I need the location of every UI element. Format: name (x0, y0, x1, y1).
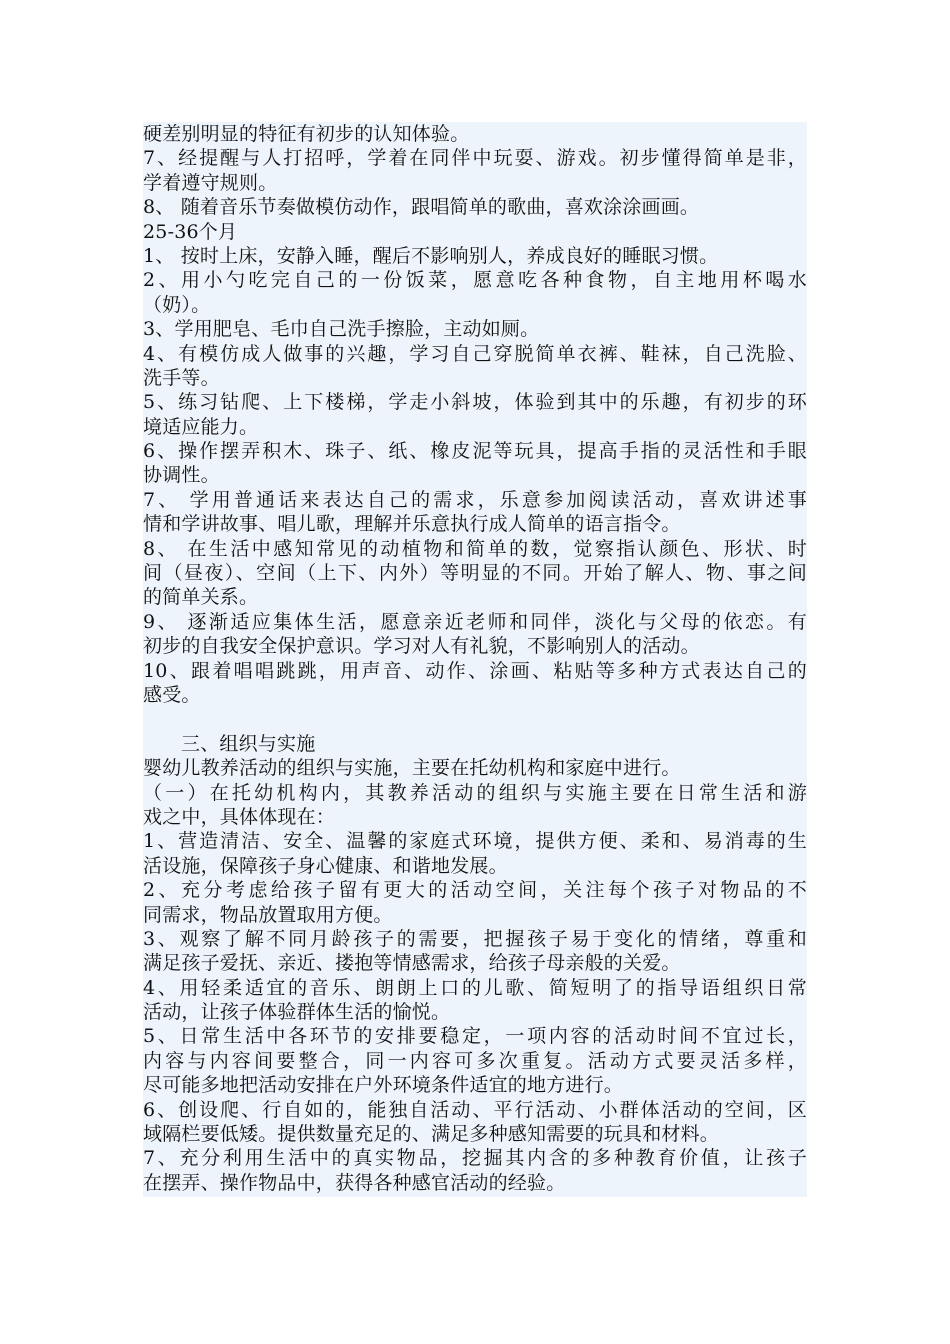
text-line: 在摆弄、操作物品中，获得各种感官活动的经验。 (143, 1171, 566, 1194)
text-line: 学着遵守规则。 (143, 171, 278, 194)
text-line: 境适应能力。 (143, 415, 259, 438)
text-line: 6、操作摆弄积木、珠子、纸、橡皮泥等玩具，提高手指的灵活性和手眼 (143, 440, 807, 463)
text-line: 活动，让孩子体验群体生活的愉悦。 (143, 1001, 451, 1024)
text-line: 9、 逐渐适应集体生活，愿意亲近老师和同伴，淡化与父母的依恋。有 (143, 610, 807, 633)
text-line: 协调性。 (143, 464, 220, 487)
text-line: （奶）。 (143, 293, 211, 316)
text-line: 8、 随着音乐节奏做模仿动作，跟唱简单的歌曲，喜欢涂涂画画。 (143, 196, 700, 219)
text-line: 10、跟着唱唱跳跳，用声音、动作、涂画、粘贴等多种方式表达自己的 (143, 659, 807, 682)
text-line: 活设施，保障孩子身心健康、和谐地发展。 (143, 854, 508, 877)
text-line: 间（昼夜）、空间（上下、内外）等明显的不同。开始了解人、物、事之间 (143, 562, 807, 585)
text-line: 尽可能多地把活动安排在户外环境条件适宜的地方进行。 (143, 1074, 624, 1097)
text-line: （一）在托幼机构内，其教养活动的组织与实施主要在日常生活和游 (143, 781, 807, 804)
text-line: 域隔栏要低矮。提供数量充足的、满足多种感知需要的玩具和材料。 (143, 1123, 720, 1146)
text-line: 内容与内容间要整合，同一内容可多次重复。活动方式要灵活多样， (143, 1049, 807, 1072)
text-line: 5、日常生活中各环节的安排要稳定，一项内容的活动时间不宜过长， (143, 1025, 807, 1048)
text-line: 1、营造清洁、安全、温馨的家庭式环境，提供方便、柔和、易消毒的生 (143, 830, 807, 853)
text-line: 情和学讲故事、唱儿歌，理解并乐意执行成人简单的语言指令。 (143, 513, 681, 536)
text-line: 4、有模仿成人做事的兴趣，学习自己穿脱简单衣裤、鞋袜，自己洗脸、 (143, 342, 807, 365)
text-line: 2、用小勺吃完自己的一份饭菜，愿意吃各种食物，自主地用杯喝水 (143, 269, 807, 292)
text-line: 3、观察了解不同月龄孩子的需要，把握孩子易于变化的情绪，尊重和 (143, 927, 807, 950)
text-line: 8、 在生活中感知常见的动植物和简单的数，觉察指认颜色、形状、时 (143, 537, 807, 560)
text-line: 6、创设爬、行自如的，能独自活动、平行活动、小群体活动的空间，区 (143, 1098, 807, 1121)
text-line: 初步的自我安全保护意识。学习对人有礼貌，不影响别人的活动。 (143, 635, 700, 658)
text-line: 满足孩子爱抚、亲近、搂抱等情感需求，给孩子母亲般的关爱。 (143, 952, 681, 975)
text-line: 戏之中，具体体现在： (143, 805, 336, 828)
text-line: 1、 按时上床，安静入睡，醒后不影响别人，养成良好的睡眠习惯。 (143, 244, 719, 267)
text-line: 同需求，物品放置取用方便。 (143, 903, 393, 926)
text-line: 的简单关系。 (143, 586, 259, 609)
text-line: 7、经提醒与人打招呼，学着在同伴中玩耍、游戏。初步懂得简单是非， (143, 147, 807, 170)
text-line: 7、充分利用生活中的真实物品，挖掘其内含的多种教育价值，让孩子 (143, 1147, 807, 1170)
text-line: 7、 学用普通话来表达自己的需求，乐意参加阅读活动，喜欢讲述事 (143, 488, 807, 511)
text-line: 婴幼儿教养活动的组织与实施，主要在托幼机构和家庭中进行。 (143, 757, 681, 780)
text-line: 25-36个月 (143, 220, 238, 243)
text-line: 4、用轻柔适宜的音乐、朗朗上口的儿歌、简短明了的指导语组织日常 (143, 976, 807, 999)
text-line: 洗手等。 (143, 366, 220, 389)
text-line: 3、学用肥皂、毛巾自己洗手擦脸，主动如厕。 (143, 318, 540, 341)
document-text-block (143, 122, 807, 1197)
section-heading: 三、组织与实施 (181, 732, 316, 755)
blank-line (143, 707, 807, 731)
text-line: 硬差别明显的特征有初步的认知体验。 (143, 123, 470, 145)
text-line: 2、充分考虑给孩子留有更大的活动空间，关注每个孩子对物品的不 (143, 879, 807, 902)
text-line: 感受。 (143, 683, 201, 706)
text-line: 5、练习钻爬、上下楼梯，学走小斜坡，体验到其中的乐趣，有初步的环 (143, 391, 807, 414)
